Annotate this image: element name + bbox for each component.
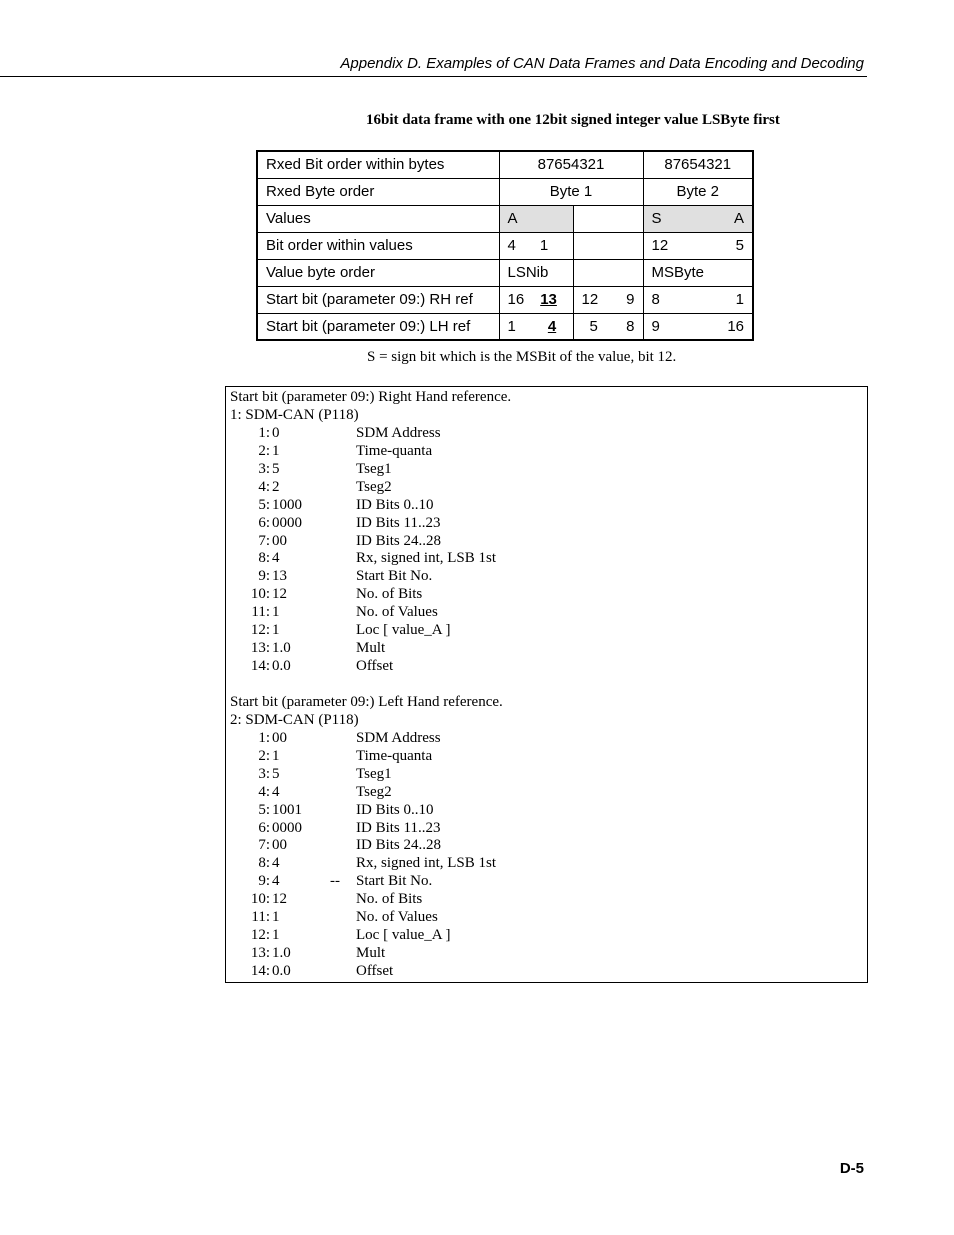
param-description: Start Bit No. bbox=[356, 568, 433, 585]
parameter-line bbox=[230, 640, 863, 658]
param-description: ID Bits 0..10 bbox=[356, 801, 434, 818]
param-value: 0.0 bbox=[272, 963, 291, 979]
row-label: Start bit (parameter 09:) RH ref bbox=[257, 286, 499, 313]
param-number: 2: bbox=[258, 442, 270, 459]
cell-value: 5 bbox=[735, 237, 744, 254]
param-description: Loc [ value_A ] bbox=[356, 622, 451, 639]
param-number: 12: bbox=[250, 622, 270, 639]
param-value: 4 bbox=[272, 783, 280, 800]
param-number: 9: bbox=[258, 873, 270, 890]
byte2-cell: MSByte bbox=[643, 259, 753, 286]
parameter-line bbox=[230, 873, 863, 891]
parameter-line bbox=[230, 461, 863, 479]
param-description: Offset bbox=[356, 658, 394, 675]
param-value: 1 bbox=[272, 442, 280, 459]
parameter-line bbox=[230, 909, 863, 927]
parameter-line bbox=[230, 927, 863, 945]
byte1-nibble-high: A bbox=[499, 205, 573, 232]
param-value: 4 bbox=[272, 550, 280, 567]
parameter-line bbox=[230, 963, 863, 981]
cell-value: 4 bbox=[507, 237, 516, 254]
param-value: 1 bbox=[272, 622, 280, 639]
parameter-line bbox=[230, 622, 863, 640]
byte2-cell bbox=[643, 232, 753, 259]
param-description: Start Bit No. bbox=[356, 873, 433, 890]
spacer bbox=[230, 676, 863, 694]
param-number: 2: bbox=[258, 747, 270, 764]
param-number: 12: bbox=[250, 927, 270, 944]
param-description: Tseg1 bbox=[356, 765, 392, 782]
parameter-list bbox=[230, 425, 863, 676]
byte2-cell bbox=[643, 286, 753, 313]
byte2-cell: 87654321 bbox=[643, 151, 753, 178]
param-number: 5: bbox=[258, 496, 270, 513]
param-description: No. of Values bbox=[356, 604, 438, 621]
cell-value: 1 bbox=[539, 237, 549, 254]
param-description: Offset bbox=[356, 963, 394, 979]
parameter-line bbox=[230, 568, 863, 586]
parameter-line bbox=[230, 891, 863, 909]
byte1-nibble-high bbox=[499, 313, 573, 340]
param-value: 12 bbox=[272, 891, 287, 908]
param-value: 1000 bbox=[272, 496, 302, 513]
parameter-line bbox=[230, 855, 863, 873]
param-value: 2 bbox=[272, 478, 280, 495]
parameter-line bbox=[230, 497, 863, 515]
byte1-cell: Byte 1 bbox=[499, 178, 643, 205]
row-label: Bit order within values bbox=[257, 232, 499, 259]
param-number: 4: bbox=[258, 478, 270, 495]
parameter-line bbox=[230, 425, 863, 443]
parameter-line bbox=[230, 443, 863, 461]
byte1-cell: 87654321 bbox=[499, 151, 643, 178]
param-value: 1 bbox=[272, 747, 280, 764]
table-row bbox=[257, 205, 753, 232]
table-row bbox=[257, 178, 753, 205]
page-number: D-5 bbox=[839, 1160, 864, 1177]
parameter-line bbox=[230, 479, 863, 497]
param-value: 13 bbox=[272, 568, 287, 585]
parameter-line bbox=[230, 766, 863, 784]
param-value: 1.0 bbox=[272, 945, 291, 962]
cell-value: 1 bbox=[735, 291, 744, 308]
parameter-line bbox=[230, 550, 863, 568]
highlighted-start-bit: 4 bbox=[547, 317, 557, 335]
param-number: 13: bbox=[250, 640, 270, 657]
param-number: 5: bbox=[258, 801, 270, 818]
table-row bbox=[257, 232, 753, 259]
param-description: ID Bits 11..23 bbox=[356, 514, 441, 531]
param-value: 4 bbox=[272, 855, 280, 872]
param-number: 1: bbox=[258, 424, 270, 441]
parameter-line bbox=[230, 748, 863, 766]
param-number: 7: bbox=[258, 837, 270, 854]
parameter-line bbox=[230, 837, 863, 855]
cell-value: 9 bbox=[626, 291, 635, 308]
param-number: 3: bbox=[258, 765, 270, 782]
byte1-nibble-low bbox=[573, 205, 643, 232]
param-number: 10: bbox=[250, 891, 270, 908]
param-value: 4 bbox=[272, 873, 280, 890]
cell-value: 8 bbox=[626, 317, 635, 335]
table-row bbox=[257, 286, 753, 313]
param-description: Loc [ value_A ] bbox=[356, 927, 451, 944]
param-description: ID Bits 24..28 bbox=[356, 532, 442, 549]
byte1-nibble-low bbox=[573, 286, 643, 313]
param-number: 1: bbox=[258, 729, 270, 746]
byte1-nibble-high bbox=[499, 286, 573, 313]
byte2-cell: Byte 2 bbox=[643, 178, 753, 205]
param-description: Tseg1 bbox=[356, 460, 392, 477]
param-number: 8: bbox=[258, 550, 270, 567]
param-value: 00 bbox=[272, 532, 287, 549]
param-value: 0000 bbox=[272, 514, 302, 531]
parameter-line bbox=[230, 784, 863, 802]
param-number: 6: bbox=[258, 819, 270, 836]
table-title: 16bit data frame with one 12bit signed integer value LSByte first bbox=[366, 112, 780, 128]
row-label: Rxed Bit order within bytes bbox=[257, 151, 499, 178]
byte1-nibble-high: LSNib bbox=[499, 259, 573, 286]
param-description: SDM Address bbox=[356, 424, 441, 441]
table-row bbox=[257, 259, 753, 286]
param-description: Mult bbox=[356, 945, 386, 962]
program-listing bbox=[225, 386, 868, 983]
cell-value: 5 bbox=[589, 317, 598, 335]
param-value: 1 bbox=[272, 909, 280, 926]
param-value: 00 bbox=[272, 729, 287, 746]
value-label: A bbox=[733, 210, 744, 227]
param-value: 1001 bbox=[272, 801, 302, 818]
param-number: 11: bbox=[251, 604, 270, 621]
param-number: 8: bbox=[258, 855, 270, 872]
cell-value: 1 bbox=[507, 317, 516, 335]
param-number: 3: bbox=[258, 460, 270, 477]
cell-value: 9 bbox=[651, 317, 660, 335]
param-description: Tseg2 bbox=[356, 783, 392, 800]
header-divider bbox=[0, 76, 867, 77]
param-description: Rx, signed int, LSB 1st bbox=[356, 550, 497, 567]
row-label: Value byte order bbox=[257, 259, 499, 286]
param-number: 9: bbox=[258, 568, 270, 585]
parameter-line bbox=[230, 586, 863, 604]
param-description: Rx, signed int, LSB 1st bbox=[356, 855, 497, 872]
cell-value: 8 bbox=[651, 291, 660, 308]
parameter-line bbox=[230, 658, 863, 676]
param-description: ID Bits 0..10 bbox=[356, 496, 434, 513]
param-description: Mult bbox=[356, 640, 386, 657]
param-number: 4: bbox=[258, 783, 270, 800]
param-number: 10: bbox=[250, 586, 270, 603]
param-number: 6: bbox=[258, 514, 270, 531]
param-value: 1 bbox=[272, 604, 280, 621]
row-label: Start bit (parameter 09:) LH ref bbox=[257, 313, 499, 340]
param-description: ID Bits 11..23 bbox=[356, 819, 441, 836]
row-label: Rxed Byte order bbox=[257, 178, 499, 205]
cell-value: 16 bbox=[507, 291, 525, 308]
param-value: 5 bbox=[272, 765, 280, 782]
highlighted-start-bit: 13 bbox=[540, 291, 557, 308]
param-description: Time-quanta bbox=[356, 747, 433, 764]
running-header: Appendix D. Examples of CAN Data Frames and Data Encoding and Decoding bbox=[340, 55, 864, 72]
section-heading: Start bit (parameter 09:) Left Hand reference. bbox=[230, 693, 503, 710]
param-number: 11: bbox=[251, 909, 270, 926]
sign-bit-note: S = sign bit which is the MSBit of the value, bit 12. bbox=[367, 349, 677, 365]
cell-value: 12 bbox=[581, 291, 599, 308]
table-row bbox=[257, 313, 753, 340]
param-description: Tseg2 bbox=[356, 478, 392, 495]
param-value: 00 bbox=[272, 837, 287, 854]
param-value: 0.0 bbox=[272, 658, 291, 675]
byte1-nibble-low bbox=[573, 232, 643, 259]
param-description: Time-quanta bbox=[356, 442, 433, 459]
param-value: 0 bbox=[272, 424, 280, 441]
param-number: 7: bbox=[258, 532, 270, 549]
instruction-line: 2: SDM-CAN (P118) bbox=[230, 711, 359, 728]
byte1-nibble-low bbox=[573, 313, 643, 340]
instruction-line: 1: SDM-CAN (P118) bbox=[230, 406, 359, 423]
parameter-line bbox=[230, 820, 863, 838]
param-number: 14: bbox=[250, 963, 270, 979]
cell-value: 16 bbox=[727, 317, 744, 335]
parameter-line bbox=[230, 515, 863, 533]
param-number: 13: bbox=[250, 945, 270, 962]
param-marker: -- bbox=[330, 873, 340, 890]
byte2-cell bbox=[643, 313, 753, 340]
parameter-list bbox=[230, 730, 863, 981]
parameter-line bbox=[230, 802, 863, 820]
row-label: Values bbox=[257, 205, 499, 232]
sign-bit-label: S bbox=[651, 210, 662, 227]
parameter-line bbox=[230, 945, 863, 963]
param-value: 12 bbox=[272, 586, 287, 603]
param-number: 14: bbox=[250, 658, 270, 675]
byte1-nibble-high bbox=[499, 232, 573, 259]
parameter-line bbox=[230, 604, 863, 622]
byte2-cell bbox=[643, 205, 753, 232]
byte1-nibble-low bbox=[573, 259, 643, 286]
param-description: No. of Bits bbox=[356, 891, 423, 908]
section-heading: Start bit (parameter 09:) Right Hand reference. bbox=[230, 389, 512, 405]
cell-value: 12 bbox=[651, 237, 669, 254]
param-description: ID Bits 24..28 bbox=[356, 837, 442, 854]
data-frame-table bbox=[256, 150, 754, 341]
table-row bbox=[257, 151, 753, 178]
parameter-line bbox=[230, 533, 863, 551]
parameter-line bbox=[230, 730, 863, 748]
param-description: SDM Address bbox=[356, 729, 441, 746]
param-value: 5 bbox=[272, 460, 280, 477]
param-description: No. of Values bbox=[356, 909, 438, 926]
param-description: No. of Bits bbox=[356, 586, 423, 603]
param-value: 0000 bbox=[272, 819, 302, 836]
param-value: 1 bbox=[272, 927, 280, 944]
param-value: 1.0 bbox=[272, 640, 291, 657]
